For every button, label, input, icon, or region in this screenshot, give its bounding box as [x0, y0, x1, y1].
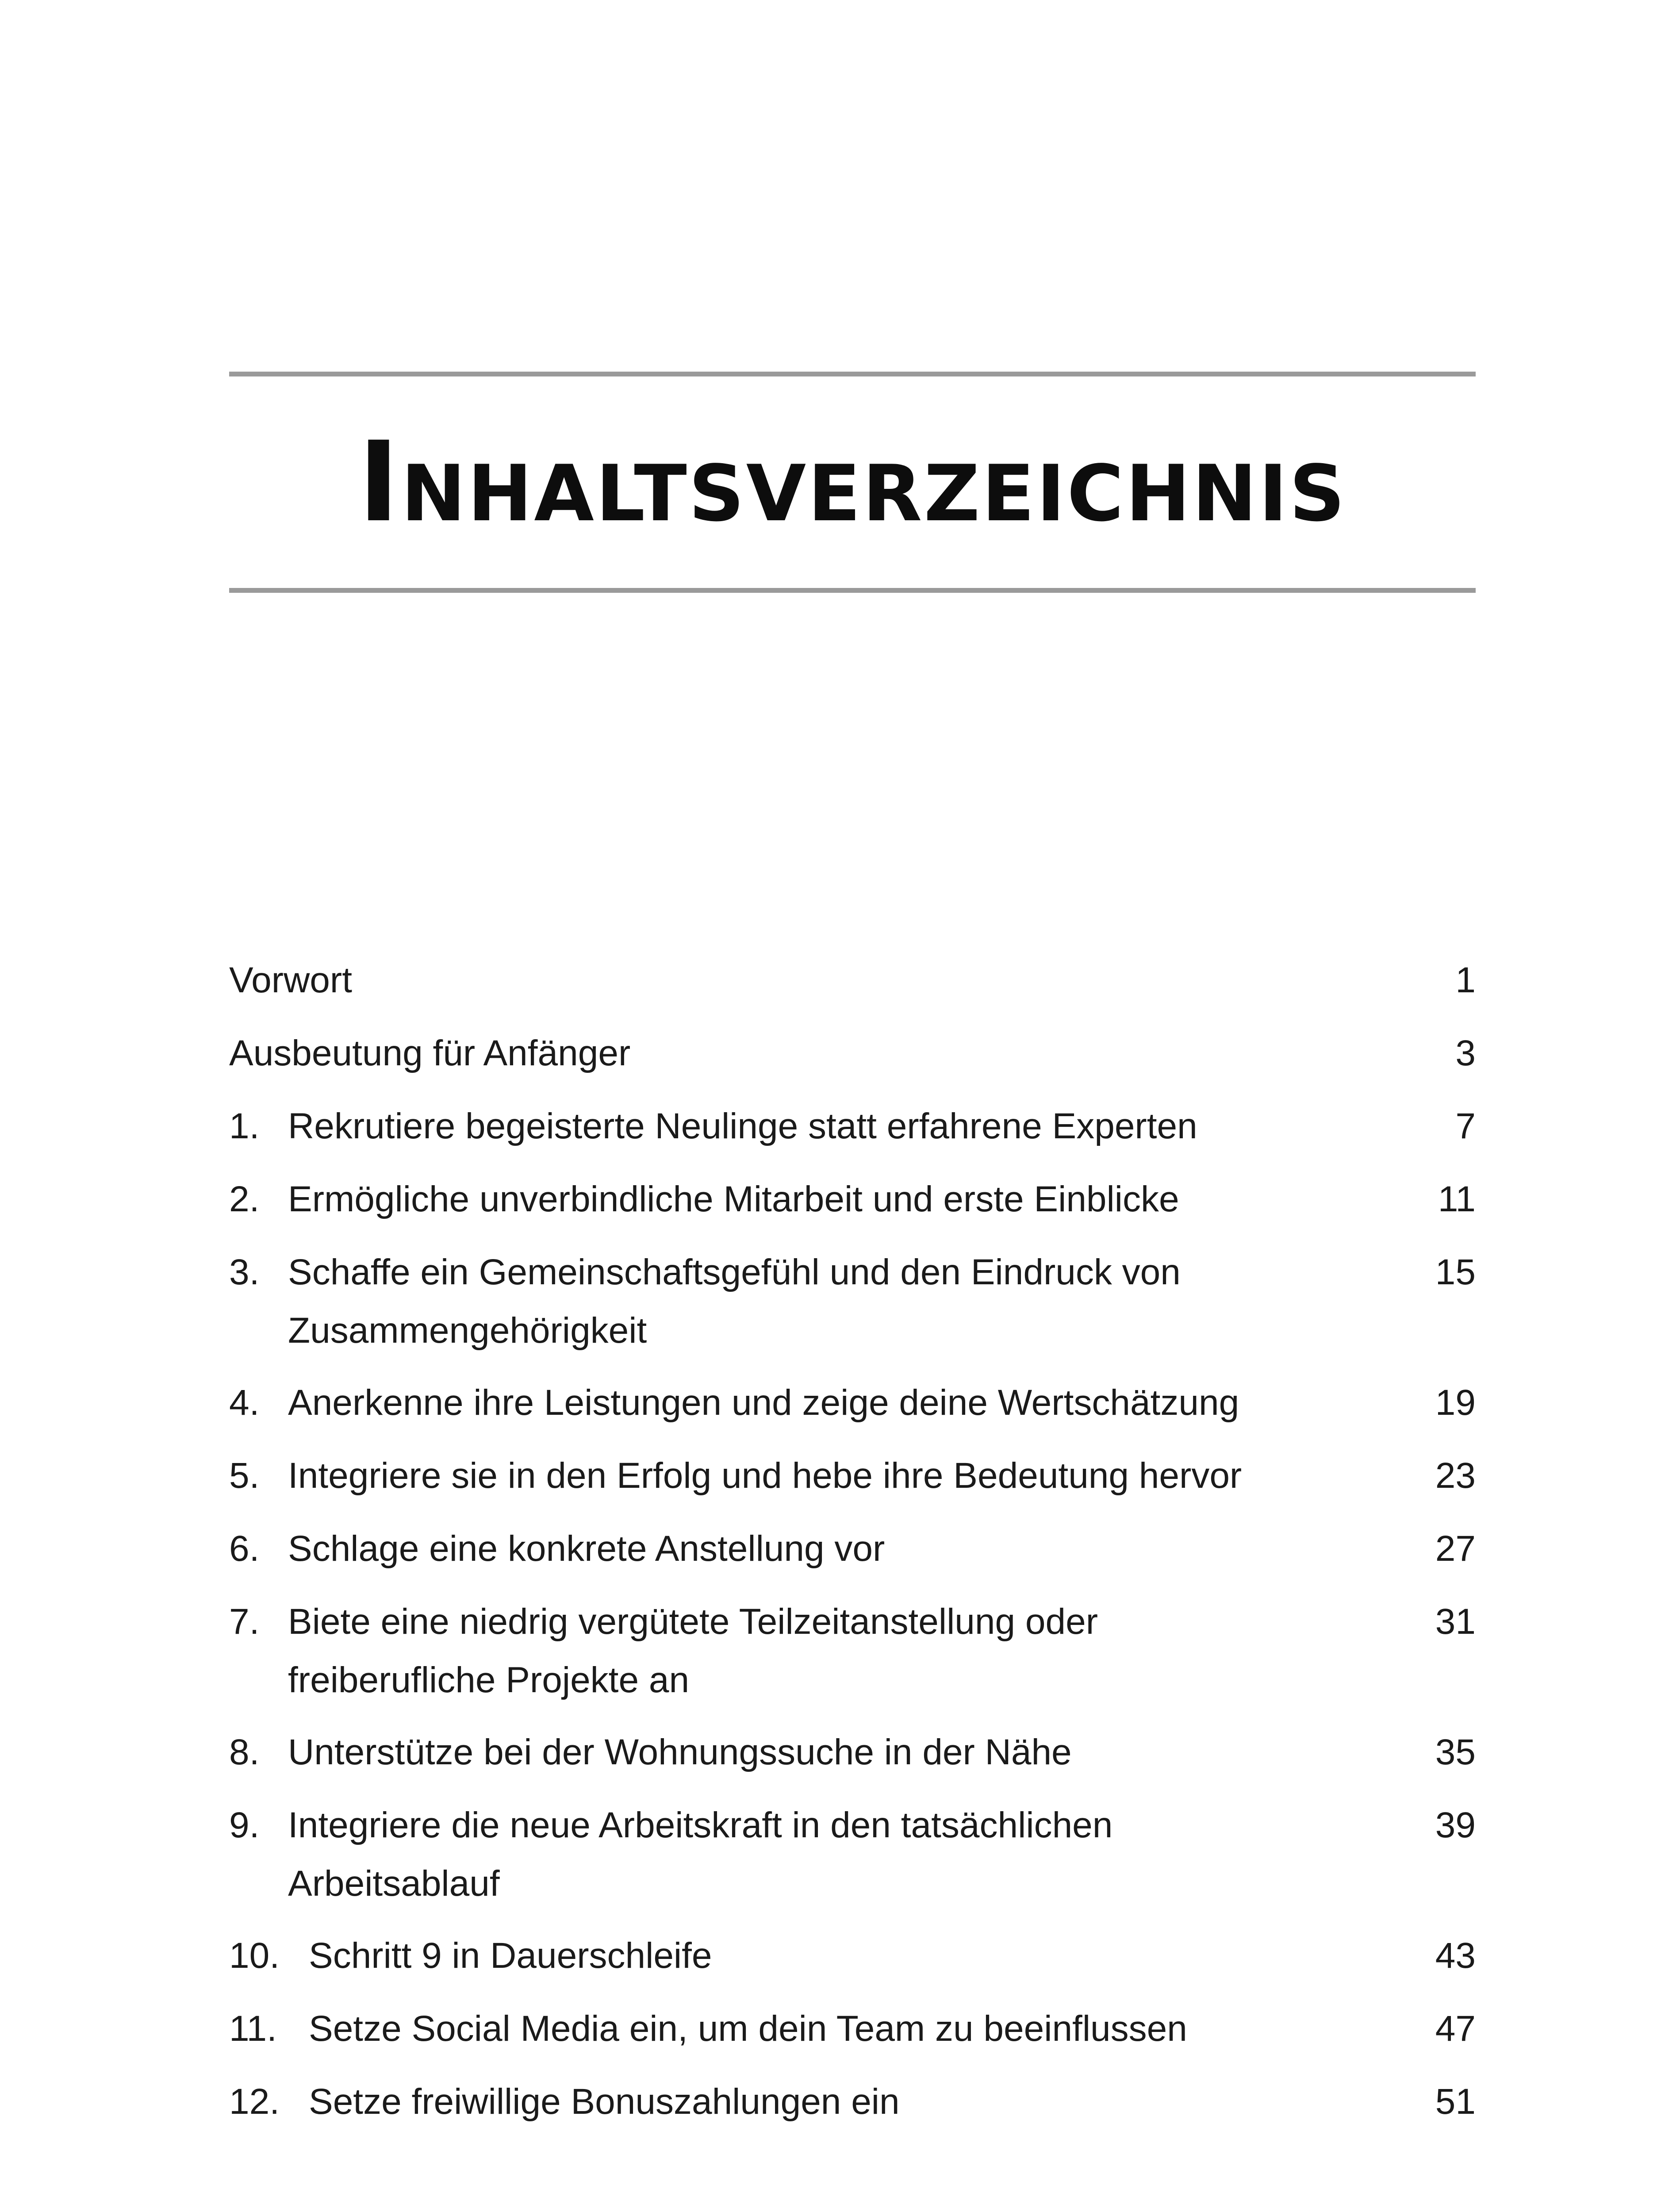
toc-entry-number: 1. — [229, 1106, 260, 1146]
toc-entry-title: Ausbeutung für Anfänger — [229, 1033, 631, 1073]
toc-entry-number: 6. — [229, 1528, 260, 1569]
toc-entry-page: 15 — [1435, 1252, 1476, 1292]
toc-entry-page: 43 — [1435, 1936, 1476, 1976]
toc-entry-number: 11. — [229, 2008, 277, 2049]
toc-entry-page: 3 — [1455, 1033, 1476, 1073]
toc-entry-page: 35 — [1435, 1732, 1476, 1772]
toc-entry-page: 39 — [1435, 1805, 1476, 1845]
toc-entry-title: Vorwort — [229, 960, 352, 1000]
toc-entry-page: 1 — [1455, 960, 1476, 1000]
toc-entry-number: 5. — [229, 1455, 260, 1496]
toc-entry-number: 9. — [229, 1805, 260, 1845]
toc-entry-title: Rekrutiere begeisterte Neulinge statt erfahrene Experten — [288, 1106, 1197, 1146]
toc-entry-number: 3. — [229, 1252, 260, 1292]
toc-entry-title: Unterstütze bei der Wohnungssuche in der Nähe — [288, 1732, 1072, 1772]
toc-entry-page: 19 — [1435, 1382, 1476, 1423]
toc-entry-page: 27 — [1435, 1528, 1476, 1569]
toc-entry-page: 11 — [1438, 1179, 1476, 1219]
toc-entry-number: 7. — [229, 1601, 260, 1642]
toc-entry-page: 23 — [1435, 1455, 1476, 1496]
toc-entry-title: Setze freiwillige Bonuszahlungen ein — [309, 2081, 900, 2122]
toc-entry-number: 2. — [229, 1179, 260, 1219]
toc-entry-title: Ermögliche unverbindliche Mitarbeit und erste Einblicke — [288, 1179, 1179, 1219]
toc-entry-page: 31 — [1435, 1601, 1476, 1642]
toc-entry-number: 10. — [229, 1936, 280, 1976]
toc-entry-number: 8. — [229, 1732, 260, 1772]
toc-entry-title: Schaffe ein Gemeinschaftsgefühl und den Eindruck von Zusammengehörigkeit — [288, 1252, 1181, 1351]
table-of-contents — [229, 0, 1476, 2212]
toc-entry-title: Schritt 9 in Dauerschleife — [309, 1936, 712, 1976]
toc-entry-page: 47 — [1435, 2008, 1476, 2049]
toc-entry-page: 7 — [1455, 1106, 1476, 1146]
toc-entry-title: Integriere die neue Arbeitskraft in den tatsächlichen Arbeitsablauf — [288, 1805, 1113, 1904]
toc-entry-page: 51 — [1435, 2081, 1476, 2122]
toc-entry-title: Integriere sie in den Erfolg und hebe ihre Bedeutung hervor — [288, 1455, 1242, 1496]
page-title: Inhaltsverzeichnis — [358, 418, 1347, 546]
toc-entry-number: 12. — [229, 2081, 280, 2122]
toc-entry-title: Anerkenne ihre Leistungen und zeige deine Wertschätzung — [288, 1382, 1239, 1423]
toc-entry-title: Setze Social Media ein, um dein Team zu beeinflussen — [309, 2008, 1187, 2049]
toc-entry-number: 4. — [229, 1382, 260, 1423]
toc-entry-title: Biete eine niedrig vergütete Teilzeitanstellung oder freiberufliche Projekte an — [288, 1601, 1098, 1700]
toc-entry-title: Schlage eine konkrete Anstellung vor — [288, 1528, 885, 1569]
